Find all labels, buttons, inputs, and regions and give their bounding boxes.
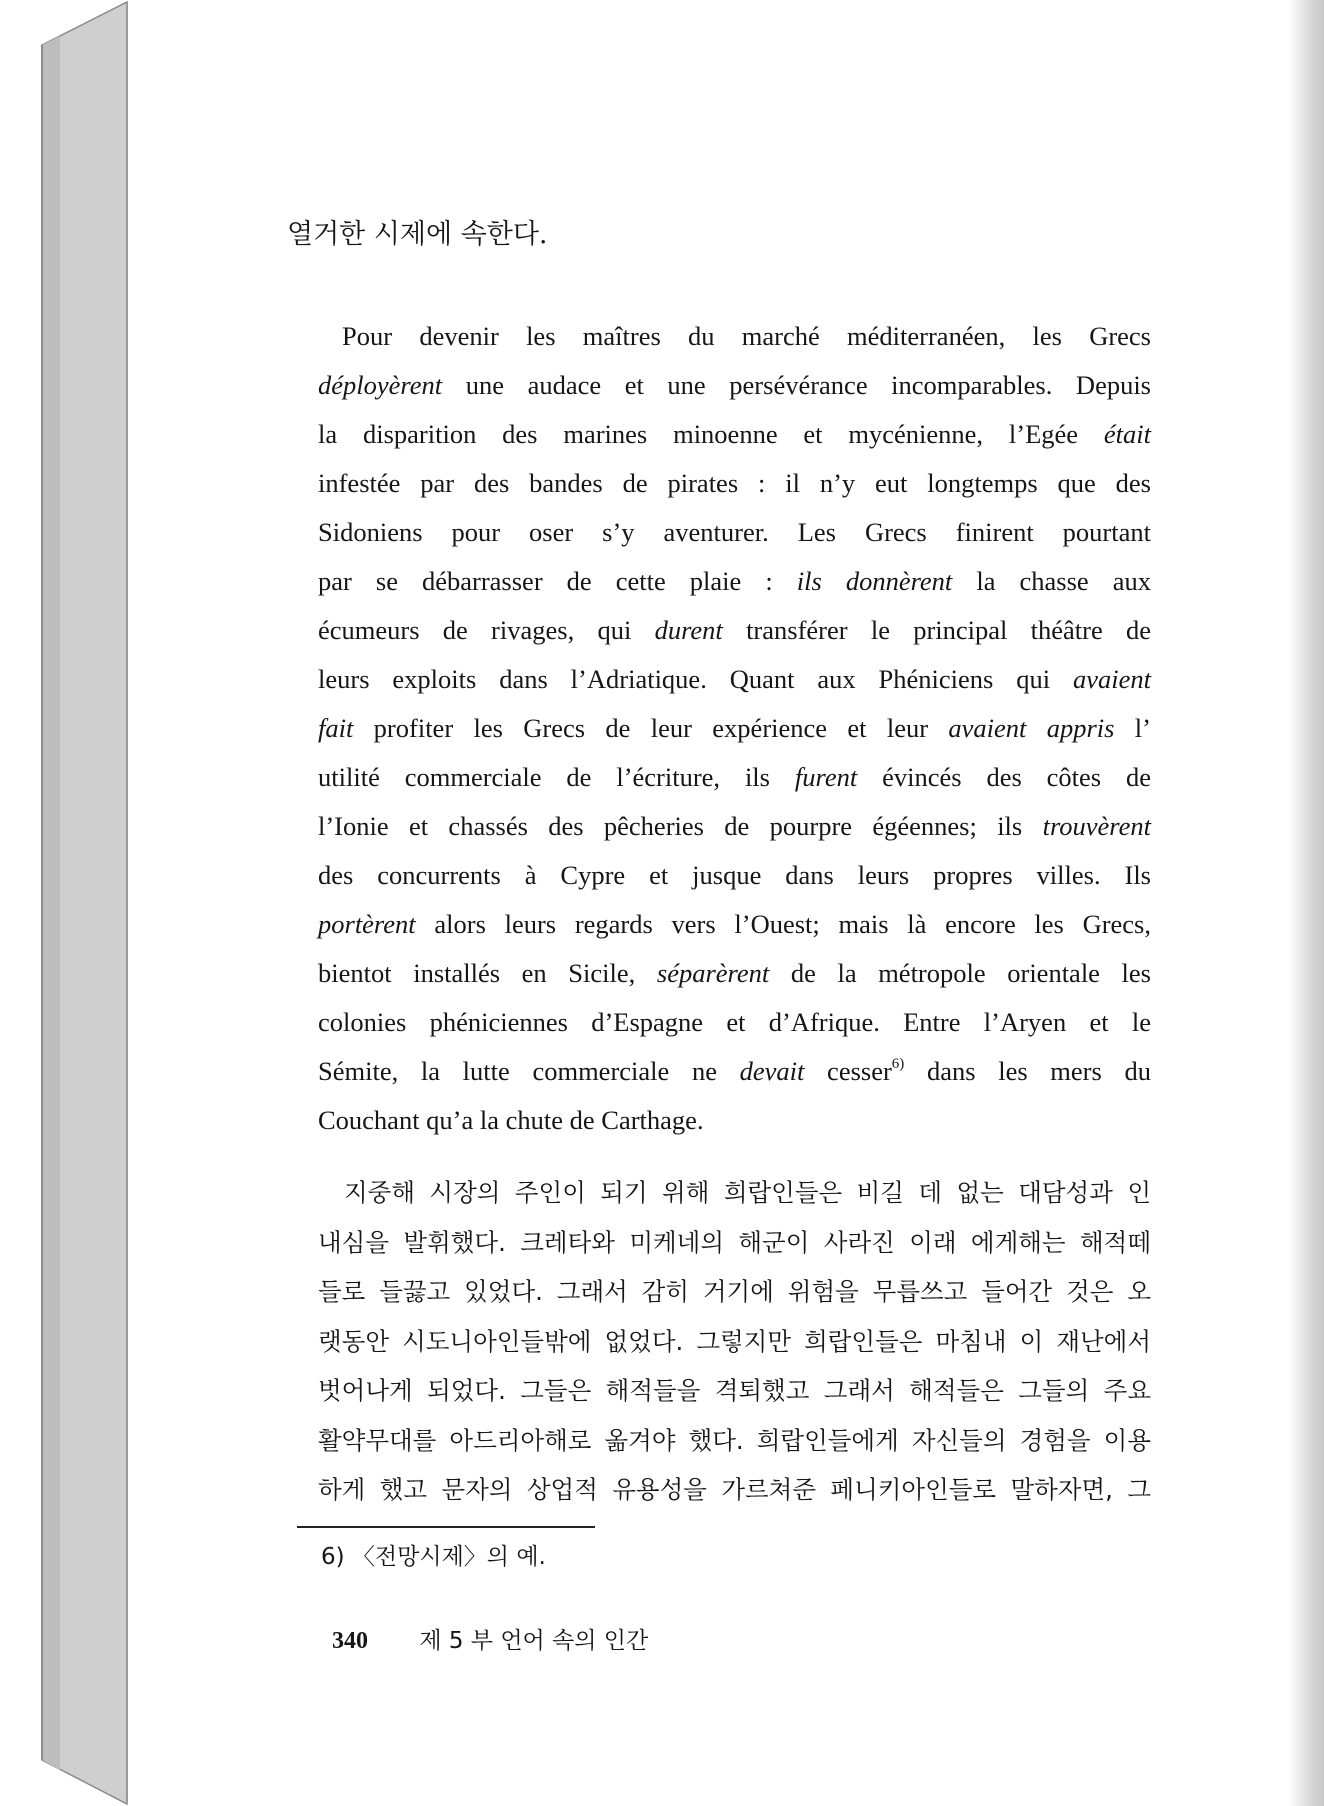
french-line bbox=[318, 851, 1151, 900]
italic-verb: était bbox=[1103, 419, 1151, 449]
text-run: colonies phéniciennes d’Espagne et d’Afrique. Entre l’Aryen et le bbox=[318, 1007, 1151, 1037]
text-run: des concurrents à Cypre et jusque dans leurs propres villes. Ils bbox=[318, 860, 1151, 890]
text-run: la disparition des marines minoenne et mycénienne, l’Egée bbox=[318, 419, 1104, 449]
text-run: de la métropole orientale les bbox=[769, 958, 1151, 988]
french-line bbox=[318, 312, 1151, 361]
text-run: la chasse aux bbox=[952, 566, 1151, 596]
french-line bbox=[318, 557, 1151, 606]
italic-verb: furent bbox=[794, 762, 858, 792]
footnote-marker: 6) bbox=[891, 1056, 905, 1072]
french-line bbox=[318, 900, 1151, 949]
french-line bbox=[318, 361, 1151, 410]
text-run: dans les mers du bbox=[904, 1056, 1151, 1086]
text-run: profiter les Grecs de leur expérience et leur bbox=[353, 713, 949, 743]
text-run: par se débarrasser de cette plaie : bbox=[318, 566, 797, 596]
text-run: Sidoniens pour oser s’y aventurer. Les Grecs finirent pourtant bbox=[318, 517, 1151, 547]
french-line bbox=[318, 508, 1151, 557]
italic-verb: ils donnèrent bbox=[796, 566, 953, 596]
italic-verb: avaient bbox=[1073, 664, 1151, 694]
text-run: leurs exploits dans l’Adriatique. Quant aux Phéniciens qui bbox=[318, 664, 1073, 694]
text-run: l’Ionie et chassés des pêcheries de pourpre égéennes; ils bbox=[318, 811, 1043, 841]
korean-line: 지중해 시장의 주인이 되기 위해 희랍인들은 비길 데 없는 대담성과 인 bbox=[344, 1178, 1151, 1207]
french-line bbox=[318, 459, 1151, 508]
text-run: infestée par des bandes de pirates : il n’y eut longtemps que des bbox=[318, 468, 1151, 498]
italic-verb: devait bbox=[739, 1056, 805, 1086]
text-run: une audace et une persévérance incomparables. Depuis bbox=[442, 370, 1151, 400]
text-run: Pour devenir les maîtres du marché méditerranéen, les Grecs bbox=[342, 321, 1151, 351]
korean-line: 들로 들끓고 있었다. 그래서 감히 거기에 위험을 무릅쓰고 들어간 것은 오 bbox=[318, 1277, 1151, 1306]
text-run: évincés des côtes de bbox=[857, 762, 1151, 792]
french-line bbox=[318, 606, 1151, 655]
italic-verb: portèrent bbox=[318, 909, 416, 939]
page-number: 340 bbox=[332, 1628, 368, 1654]
opening-line: 열거한 시제에 속한다. bbox=[287, 219, 548, 250]
text-run: cesser bbox=[804, 1056, 892, 1086]
text-run: transférer le principal théâtre de bbox=[722, 615, 1152, 645]
korean-paragraph bbox=[318, 1168, 1151, 1515]
text-run: alors leurs regards vers l’Ouest; mais là encore les Grecs, bbox=[415, 909, 1151, 939]
french-line bbox=[318, 1047, 1151, 1096]
french-line bbox=[318, 1096, 1151, 1145]
italic-verb: fait bbox=[318, 713, 354, 743]
footnote-divider bbox=[297, 1526, 595, 1528]
korean-line: 내심을 발휘했다. 크레타와 미케네의 해군이 사라진 이래 에게해는 해적떼 bbox=[318, 1227, 1151, 1257]
part-title: 제 5 부 언어 속의 인간 bbox=[419, 1628, 649, 1654]
running-footer bbox=[332, 1622, 648, 1655]
text-run: utilité commerciale de l’écriture, ils bbox=[318, 762, 795, 792]
text-run: bientot installés en Sicile, bbox=[318, 958, 657, 988]
italic-verb: déployèrent bbox=[318, 370, 443, 400]
korean-line: 벗어나게 되었다. 그들은 해적들을 격퇴했고 그래서 해적들은 그들의 주요 bbox=[318, 1376, 1151, 1405]
text-run: l’ bbox=[1114, 713, 1151, 743]
text-run: Sémite, la lutte commerciale ne bbox=[318, 1056, 740, 1086]
footnote: 6) 〈전망시제〉의 예. bbox=[321, 1544, 546, 1570]
french-paragraph bbox=[318, 312, 1151, 1145]
italic-verb: durent bbox=[654, 615, 723, 645]
french-line bbox=[318, 998, 1151, 1047]
korean-line: 하게 했고 문자의 상업적 유용성을 가르쳐준 페니키아인들로 말하자면, 그 bbox=[318, 1475, 1151, 1504]
french-line bbox=[318, 802, 1151, 851]
french-line bbox=[318, 410, 1151, 459]
page-edge-shadow bbox=[1288, 0, 1324, 1806]
french-line bbox=[318, 655, 1151, 704]
italic-verb: séparèrent bbox=[656, 958, 770, 988]
french-line bbox=[318, 704, 1151, 753]
italic-verb: trouvèrent bbox=[1042, 811, 1151, 841]
text-run: écumeurs de rivages, qui bbox=[318, 615, 655, 645]
korean-line: 랫동안 시도니아인들밖에 없었다. 그렇지만 희랍인들은 마침내 이 재난에서 bbox=[318, 1326, 1151, 1356]
french-line bbox=[318, 949, 1151, 998]
french-line bbox=[318, 753, 1151, 802]
korean-line: 활약무대를 아드리아해로 옮겨야 했다. 희랍인들에게 자신들의 경험을 이용 bbox=[318, 1425, 1151, 1455]
italic-verb: avaient appris bbox=[948, 713, 1115, 743]
text-run: Couchant qu’a la chute de Carthage. bbox=[318, 1105, 704, 1135]
